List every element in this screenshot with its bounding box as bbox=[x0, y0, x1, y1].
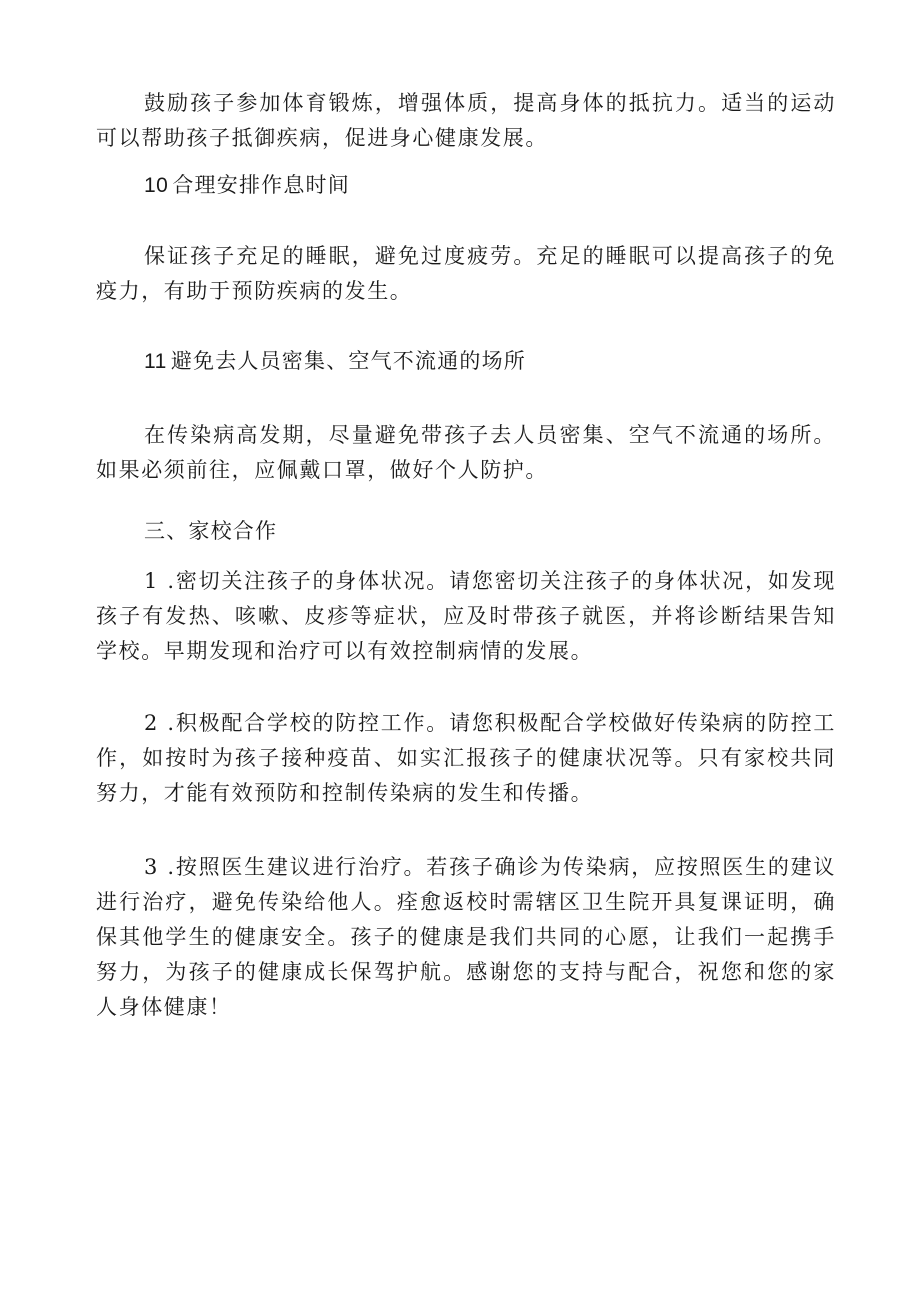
paragraph-item-2: 2 .积极配合学校的防控工作。请您积极配合学校做好传染病的防控工作，如按时为孩子接种疫苗、如实汇报孩子的健康状况等。只有家校共同努力，才能有效预防和控制传染病的发生和传播。 bbox=[96, 711, 836, 805]
heading-avoid-crowds bbox=[144, 344, 526, 379]
heading-number: 11 bbox=[144, 350, 167, 373]
paragraph-item-1: 1 .密切关注孩子的身体状况。请您密切关注孩子的身体状况，如发现孩子有发热、咳嗽、皮疹等症状，应及时带孩子就医，并将诊断结果告知学校。早期发现和治疗可以有效控制病情的发展。 bbox=[96, 569, 836, 663]
paragraph-item-3: 3 .按照医生建议进行治疗。若孩子确诊为传染病，应按照医生的建议进行治疗，避免传染给他人。痊愈返校时需辖区卫生院开具复课证明，确保其他学生的健康安全。孩子的健康是我们共同的心愿，让我们一起携手努力，为孩子的健康成长保驾护航。感谢您的支持与配合，祝您和您的家人身体健康！ bbox=[96, 855, 836, 1019]
paragraph-crowds: 在传染病高发期，尽量避免带孩子去人员密集、空气不流通的场所。如果必须前往，应佩戴口罩，做好个人防护。 bbox=[96, 423, 836, 482]
heading-text: 合理安排作息时间 bbox=[172, 173, 350, 197]
heading-number: 10 bbox=[144, 174, 169, 197]
section-heading-home-school: 三、家校合作 bbox=[144, 519, 278, 543]
paragraph-exercise: 鼓励孩子参加体育锻炼，增强体质，提高身体的抵抗力。适当的运动可以帮助孩子抵御疾病，促进身心健康发展。 bbox=[96, 91, 836, 150]
heading-text: 避免去人员密集、空气不流通的场所 bbox=[170, 349, 527, 373]
paragraph-sleep: 保证孩子充足的睡眠，避免过度疲劳。充足的睡眠可以提高孩子的免疫力，有助于预防疾病的发生。 bbox=[96, 244, 836, 303]
heading-rest-schedule bbox=[144, 168, 350, 203]
